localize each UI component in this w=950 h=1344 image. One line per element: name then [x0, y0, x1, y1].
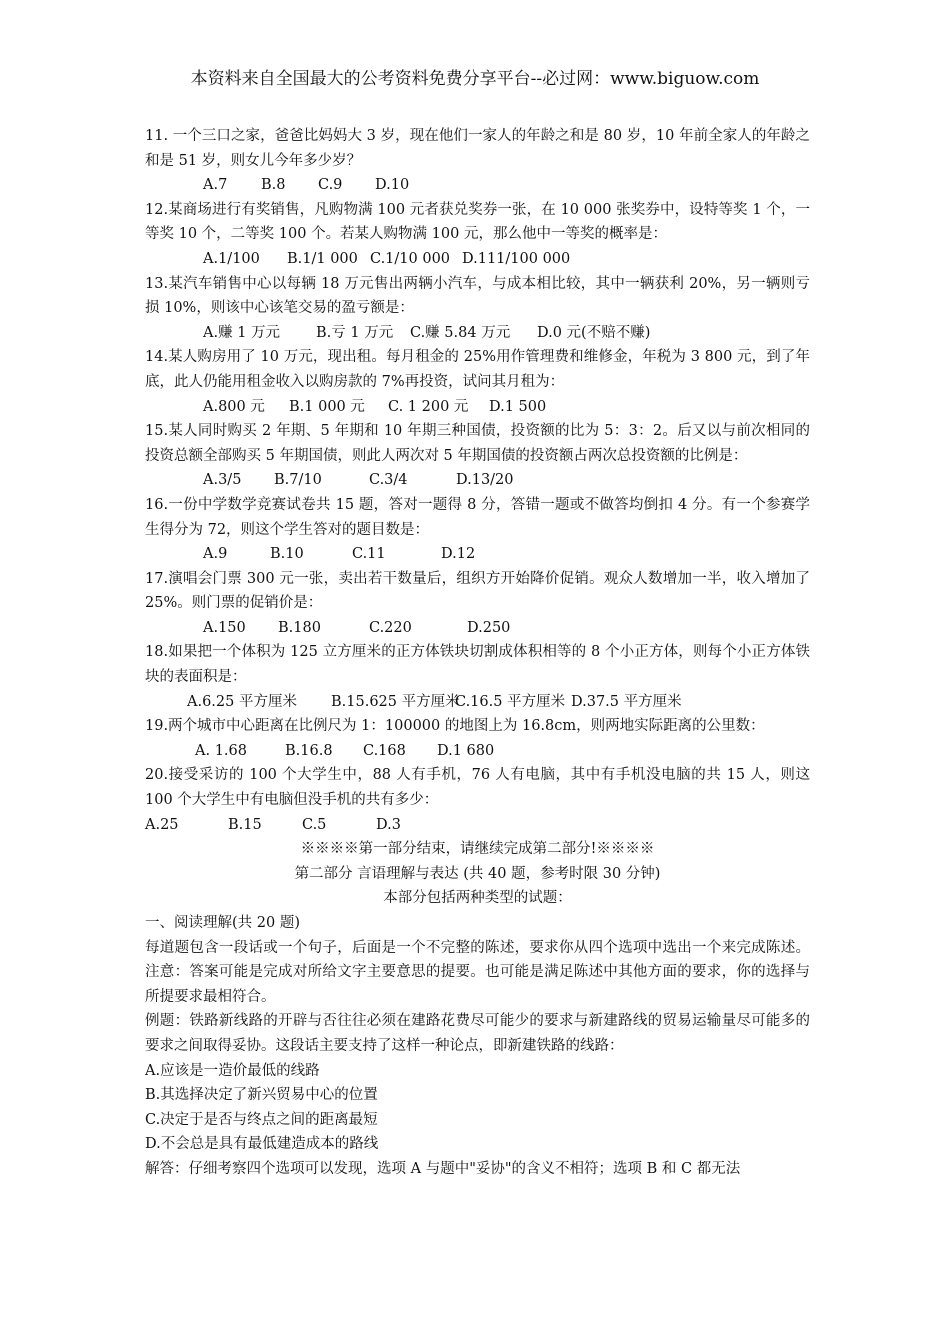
example-option-c: C.决定于是否与终点之间的距离最短	[145, 1111, 378, 1128]
question-17: 17.演唱会门票 300 元一张，卖出若干数量后，组织方开始降价促销。观众人数增加一半，收入增加了 25%。则门票的促销价是：	[145, 570, 810, 612]
example-question: 例题：铁路新线路的开辟与否往往必须在建路花费尽可能少的要求与新建路线的贸易运输量尽可能多的要求之间取得妥协。这段话主要支持了这样一种论点，即新建铁路的线路：	[145, 1013, 810, 1054]
option-b: B.1 000 元	[289, 398, 365, 415]
option-c: C.220	[369, 619, 412, 636]
question-17-options	[145, 616, 810, 641]
option-d: D.0 元(不赔不赚)	[537, 324, 651, 341]
option-a: A.7	[203, 177, 228, 194]
option-c: C.3/4	[369, 472, 408, 489]
option-d: D.111/100 000	[462, 250, 571, 267]
question-15: 15.某人同时购买 2 年期、5 年期和 10 年期三种国债，投资额的比为 5：3：2。后又以与前次相同的投资总额全部购买 5 年期国债，则此人两次对 5 年期国债的投资额占两次总投资额的比例是：	[145, 423, 810, 464]
part2-intro: 本部分包括两种类型的试题：	[383, 890, 572, 907]
question-13: 13.某汽车销售中心以每辆 18 万元售出两辆小汽车，与成本相比较，其中一辆获利 20%，另一辆则亏损 10%，则该中心该笔交易的盈亏额是：	[145, 275, 810, 317]
question-20-options	[145, 813, 810, 838]
option-d: D.37.5 平方厘米	[571, 693, 682, 710]
option-b: B.16.8	[285, 742, 333, 759]
question-13-options	[145, 321, 810, 346]
question-15-options	[145, 468, 810, 493]
option-a: A.1/100	[203, 250, 260, 267]
question-14: 14.某人购房用了 10 万元，现出租。每月租金的 25%用作管理费和维修金，年税为 3 800 元，到了年底，此人仍能用租金收入以购房款的 7%再投资，试问其月租为：	[145, 349, 810, 390]
option-b: B.10	[270, 546, 304, 563]
option-d: D.13/20	[456, 472, 514, 489]
option-a: A. 1.68	[195, 742, 247, 759]
option-a: A.6.25 平方厘米	[187, 693, 297, 710]
question-19: 19.两个城市中心距离在比例尺为 1：100000 的地图上为 16.8cm，则两地实际距离的公里数：	[145, 718, 765, 735]
option-a: A.赚 1 万元	[203, 324, 281, 341]
question-19-options	[145, 739, 810, 764]
option-b: B.亏 1 万元	[316, 324, 394, 341]
example-option-b: B.其选择决定了新兴贸易中心的位置	[145, 1087, 378, 1104]
example-option-a: A.应该是一造价最低的线路	[145, 1062, 320, 1079]
option-d: D.1 680	[437, 742, 495, 759]
option-b: B.8	[261, 177, 286, 194]
question-16-options	[145, 542, 810, 567]
question-12-options	[145, 247, 810, 272]
reading-heading: 一、阅读理解(共 20 题)	[145, 915, 300, 931]
option-b: B.7/10	[274, 472, 322, 489]
option-b: B.1/1 000	[287, 250, 358, 267]
option-b: B.180	[278, 619, 321, 636]
option-d: D.1 500	[489, 398, 547, 415]
example-option-d: D.不会总是具有最低建造成本的路线	[145, 1136, 379, 1153]
reading-instructions: 每道题包含一段话或一个句子，后面是一个不完整的陈述，要求你从四个选项中选出一个来完成陈述。注意：答案可能是完成对所给文字主要意思的提要。也可能是满足陈述中其他方面的要求，你的选择与所提要求最相符合。	[145, 939, 810, 1005]
option-a: A.25	[145, 816, 179, 833]
option-c: C.5	[302, 816, 327, 833]
option-a: A.800 元	[203, 398, 265, 415]
document-body	[145, 124, 810, 1182]
option-c: C.赚 5.84 万元	[410, 324, 511, 341]
option-c: C. 1 200 元	[388, 398, 469, 415]
question-20: 20.接受采访的 100 个大学生中，88 人有手机，76 人有电脑，其中有手机没电脑的共 15 人，则这 100 个大学生中有电脑但没手机的共有多少：	[145, 767, 810, 809]
option-b: B.15	[228, 816, 262, 833]
question-14-options	[145, 395, 810, 420]
option-b: B.15.625 平方厘米	[331, 693, 460, 710]
part1-end-notice: ※※※※第一部分结束，请继续完成第二部分!※※※※	[300, 841, 655, 858]
option-c: C.168	[363, 742, 406, 759]
option-a: A.9	[203, 546, 228, 563]
option-c: C.1/10 000	[370, 250, 451, 267]
option-d: D.3	[376, 816, 401, 833]
question-12: 12.某商场进行有奖销售，凡购物满 100 元者获兑奖券一张，在 10 000 张奖券中，设特等奖 1 个，一等奖 10 个，二等奖 100 个。若某人购物满 100 元，那么他中一等奖的概率是：	[145, 201, 810, 243]
part2-title: 第二部分 言语理解与表达 (共 40 题，参考时限 30 分钟)	[294, 865, 661, 882]
option-d: D.250	[467, 619, 511, 636]
option-c: C.11	[352, 546, 386, 563]
question-16: 16.一份中学数学竞赛试卷共 15 题，答对一题得 8 分，答错一题或不做答均倒扣 4 分。有一个参赛学生得分为 72，则这个学生答对的题目数是：	[145, 496, 810, 538]
example-answer: 解答：仔细考察四个选项可以发现，选项 A 与题中"妥协"的含义不相符；选项 B 和 C 都无法	[145, 1160, 741, 1177]
question-11-options	[145, 173, 810, 198]
option-d: D.10	[375, 177, 410, 194]
option-d: D.12	[441, 546, 476, 563]
option-c: C.9	[318, 177, 343, 194]
option-c: C.16.5 平方厘米	[455, 693, 566, 710]
question-11: 11. 一个三口之家，爸爸比妈妈大 3 岁，现在他们一家人的年龄之和是 80 岁，10 年前全家人的年龄之和是 51 岁，则女儿今年多少岁？	[145, 128, 810, 169]
page-header: 本资料来自全国最大的公考资料免费分享平台--必过网：www.biguow.com	[190, 69, 760, 89]
option-a: A.150	[203, 619, 246, 636]
option-a: A.3/5	[203, 472, 242, 489]
question-18: 18.如果把一个体积为 125 立方厘米的正方体铁块切割成体积相等的 8 个小正方体，则每个小正方体铁块的表面积是：	[145, 644, 810, 686]
question-18-options	[145, 690, 810, 715]
